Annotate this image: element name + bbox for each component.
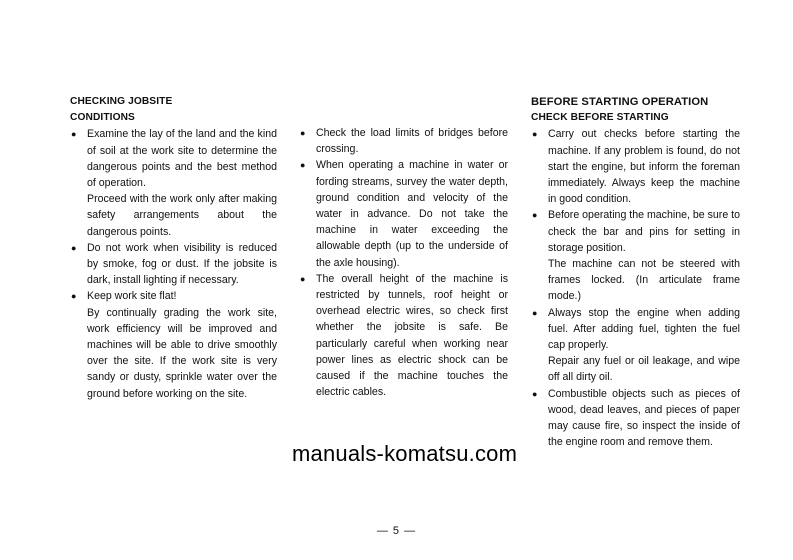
left-column [70, 94, 277, 402]
bullet-icon: ● [300, 273, 306, 284]
bullet-icon: ● [71, 291, 77, 302]
bullet-item [70, 240, 277, 289]
bullet-item [299, 125, 508, 157]
bullet-item [531, 207, 740, 304]
paragraph: Combustible objects such as pieces of wood, dead leaves, and pieces of paper may cause fire, so inspect the inside of the engine room and remove them. [548, 387, 740, 449]
bullet-icon: ● [71, 129, 77, 140]
paragraph: Check the load limits of bridges before crossing. [316, 127, 508, 156]
paragraph: The machine can not be steered with frames locked. (In articulate frame mode.) [548, 258, 740, 303]
bullet-icon: ● [532, 307, 538, 318]
bullet-icon: ● [300, 160, 306, 171]
section-heading-before-starting-operation: BEFORE STARTING OPERATION [531, 96, 709, 108]
watermark: manuals-komatsu.com [292, 441, 518, 466]
paragraph: By continually grading the work site, work efficiency will be improved and machines will be able to drive smoothly over the site. If the work site is very sandy or dusty, sprinkle water over the ground before working on the site. [87, 306, 277, 400]
paragraph: Do not work when visibility is reduced by smoke, fog or dust. If the jobsite is dark, install lighting if necessary. [87, 241, 277, 287]
bullet-item [70, 288, 277, 401]
right-column [531, 94, 740, 450]
bullet-icon: ● [300, 128, 306, 138]
section-heading-checking-jobsite: CHECKING JOBSITE [70, 96, 173, 107]
bullet-item [531, 305, 740, 386]
section-subheading-check-before-starting: CHECK BEFORE STARTING [531, 112, 669, 124]
paragraph: Carry out checks before starting the machine. If any problem is found, do not start the engine, but inform the foreman immediately. Always keep the machine in good condition. [548, 128, 740, 206]
paragraph: When operating a machine in water or fording streams, survey the water depth, ground condition and velocity of the water in advance. Do not take the machine in water exceeding the allowable depth (up to the underside of the axle housing). [316, 159, 508, 269]
section-heading-conditions: CONDITIONS [70, 112, 135, 124]
bullet-icon: ● [71, 242, 77, 253]
bullet-item [531, 126, 740, 207]
paragraph: Proceed with the work only after making safety arrangements about the dangerous points. [87, 193, 277, 238]
paragraph: The overall height of the machine is restricted by tunnels, roof height or overhead electric wires, so check first whether the jobsite is safe. Be particularly careful when working near power lines as electric shock can be caused if the machine touches the electric cables. [316, 272, 508, 399]
paragraph: Before operating the machine, be sure to check the bar and pins for setting in storage position. [548, 209, 740, 254]
bullet-icon: ● [532, 388, 538, 399]
paragraph: Keep work site flat! [87, 290, 177, 303]
paragraph: Always stop the engine when adding fuel. After adding fuel, tighten the fuel cap properly. [548, 306, 740, 352]
bullet-item [299, 271, 508, 401]
bullet-item [70, 126, 277, 239]
paragraph: Repair any fuel or oil leakage, and wipe off all dirty oil. [548, 355, 740, 384]
bullet-item [531, 386, 740, 451]
bullet-icon: ● [532, 129, 538, 140]
paragraph: Examine the lay of the land and the kind of soil at the work site to determine the dangerous points and the best method of operation. [87, 128, 277, 190]
bullet-item [299, 157, 508, 270]
middle-column [299, 125, 508, 400]
bullet-icon: ● [532, 210, 538, 221]
page-number: — 5 — [376, 525, 417, 537]
